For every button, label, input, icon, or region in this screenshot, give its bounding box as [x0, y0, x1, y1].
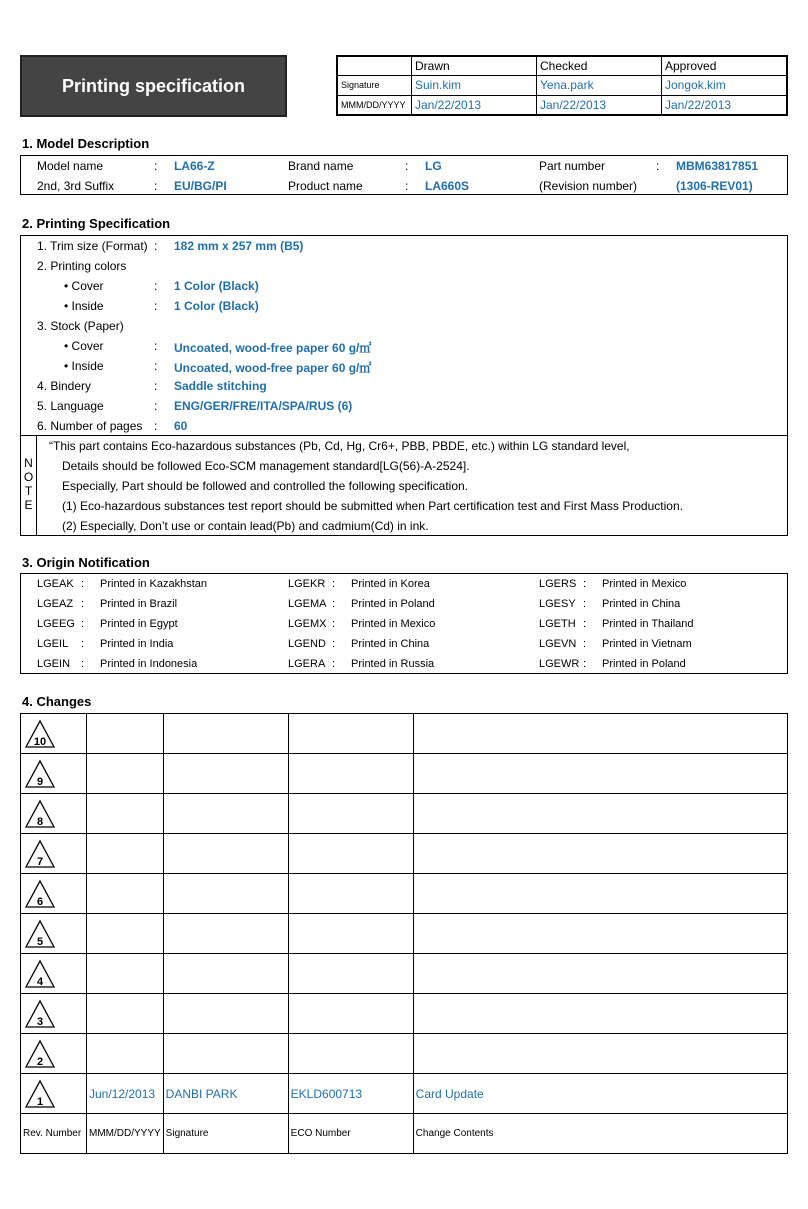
- change-contents-cell: [413, 954, 787, 994]
- note-line: Especially, Part should be followed and controlled the following specification.: [62, 479, 469, 493]
- colon: :: [405, 179, 409, 193]
- note-line: Details should be followed Eco-SCM management standard[LG(56)-A-2524].: [62, 459, 470, 473]
- spec-label: 3. Stock (Paper): [37, 319, 124, 333]
- rev-cell: [21, 874, 87, 914]
- colon: :: [583, 618, 587, 630]
- revision-triangle-icon: [23, 958, 57, 990]
- origin-code: LGEMX: [288, 618, 327, 630]
- change-signature-cell: [163, 834, 288, 874]
- brand-name-value: LG: [425, 159, 442, 173]
- spec-label: • Inside: [64, 299, 104, 313]
- drawn-signature: Suin.kim: [412, 76, 537, 95]
- change-signature-cell: DANBI PARK: [163, 1074, 288, 1114]
- suffix-value: EU/BG/PI: [174, 179, 227, 193]
- origin-code: LGESY: [539, 598, 576, 610]
- product-name-value: LA660S: [425, 179, 470, 193]
- origin-code: LGEWR: [539, 658, 580, 670]
- date-label: MMM/DD/YYYY: [338, 95, 412, 114]
- note-line: “This part contains Eco-hazardous substances (Pb, Cd, Hg, Cr6+, PBB, PBDE, etc.) within LG standard level,: [49, 439, 630, 453]
- change-contents-cell: [413, 754, 787, 794]
- changes-footer-row: [21, 1114, 788, 1154]
- colon: :: [656, 159, 660, 173]
- colon: :: [154, 299, 158, 313]
- rev-number: 4: [36, 975, 44, 988]
- note-letter: E: [24, 498, 33, 512]
- revision-triangle-icon: [23, 998, 57, 1030]
- change-date-cell: [87, 714, 164, 754]
- colon: :: [154, 339, 158, 353]
- revision-triangle-icon: [23, 798, 57, 830]
- rev-number: 5: [36, 935, 44, 948]
- spec-label: 5. Language: [37, 399, 104, 413]
- origin-row: [21, 594, 787, 614]
- change-signature-cell: [163, 794, 288, 834]
- spec-section-title: 2. Printing Specification: [22, 216, 171, 231]
- change-eco-cell: [288, 714, 413, 754]
- rev-number: 6: [36, 895, 44, 908]
- change-row: [21, 1074, 788, 1114]
- changes-table: [20, 713, 788, 1153]
- model-section-title: 1. Model Description: [22, 136, 150, 151]
- rev-cell: [21, 794, 87, 834]
- change-eco-cell: [288, 874, 413, 914]
- origin-text: Printed in Egypt: [100, 618, 178, 630]
- spec-label: 2. Printing colors: [37, 259, 127, 273]
- note-letter: T: [24, 484, 33, 498]
- origin-code: LGEAK: [37, 578, 74, 590]
- origin-section-title: 3. Origin Notification: [22, 555, 150, 570]
- spec-value: 1 Color (Black): [174, 279, 259, 293]
- origin-code: LGETH: [539, 618, 576, 630]
- colon: :: [81, 618, 85, 630]
- approved-date: Jan/22/2013: [662, 95, 787, 114]
- origin-text: Printed in Vietnam: [602, 638, 692, 650]
- changes-body: [21, 714, 788, 1114]
- approval-date-row: [338, 95, 787, 114]
- origin-text: Printed in India: [100, 638, 174, 650]
- model-name-value: LA66-Z: [174, 159, 215, 173]
- colon: :: [154, 179, 158, 193]
- rev-cell: [21, 954, 87, 994]
- origin-code: LGEND: [288, 638, 326, 650]
- approval-signature-row: [338, 76, 787, 95]
- colon: :: [154, 399, 158, 413]
- origin-row: [21, 654, 787, 674]
- colon: :: [583, 578, 587, 590]
- origin-text: Printed in China: [351, 638, 430, 650]
- note-letter: O: [23, 470, 34, 484]
- rev-number: 2: [36, 1055, 44, 1068]
- colon: :: [81, 638, 85, 650]
- change-eco-cell: [288, 834, 413, 874]
- origin-notification-box: [20, 573, 788, 674]
- change-date-cell: [87, 954, 164, 994]
- drawn-date: Jan/22/2013: [412, 95, 537, 114]
- document-title: Printing specification: [20, 55, 287, 117]
- origin-row: [21, 634, 787, 654]
- checked-signature: Yena.park: [537, 76, 662, 95]
- part-number-value: MBM63817851: [676, 159, 759, 173]
- spec-value: Uncoated, wood-free paper 60 g/㎡: [174, 341, 372, 355]
- change-date-cell: [87, 794, 164, 834]
- rev-cell: [21, 754, 87, 794]
- origin-text: Printed in Thailand: [602, 618, 694, 630]
- approval-table: [336, 55, 788, 116]
- origin-code: LGEKR: [288, 578, 326, 590]
- change-row: [21, 834, 788, 874]
- origin-code: LGEVN: [539, 638, 577, 650]
- colon: :: [332, 618, 336, 630]
- spec-value: 60: [174, 419, 188, 433]
- spec-label: • Cover: [64, 339, 104, 353]
- model-name-label: Model name: [37, 159, 104, 173]
- origin-text: Printed in Korea: [351, 578, 430, 590]
- model-description-box: [20, 155, 788, 195]
- note-letter: N: [24, 456, 33, 470]
- rev-cell: [21, 994, 87, 1034]
- change-row: [21, 994, 788, 1034]
- rev-number: 10: [33, 735, 47, 748]
- origin-code: LGERS: [539, 578, 577, 590]
- revision-number-label: (Revision number): [539, 179, 638, 193]
- signature-label: Signature: [338, 76, 412, 95]
- change-signature-cell: [163, 994, 288, 1034]
- part-number-label: Part number: [539, 159, 606, 173]
- spec-row: [21, 296, 787, 316]
- approved-signature: Jongok.kim: [662, 76, 787, 95]
- checked-date: Jan/22/2013: [537, 95, 662, 114]
- colon: :: [332, 578, 336, 590]
- change-row: [21, 754, 788, 794]
- colon: :: [583, 598, 587, 610]
- origin-text: Printed in Indonesia: [100, 658, 198, 670]
- eco-number-header: ECO Number: [288, 1114, 413, 1154]
- colon: :: [154, 239, 158, 253]
- signature-header: Signature: [163, 1114, 288, 1154]
- product-name-label: Product name: [288, 179, 363, 193]
- change-eco-cell: [288, 954, 413, 994]
- spec-label: 4. Bindery: [37, 379, 92, 393]
- colon: :: [154, 359, 158, 373]
- rev-cell: [21, 1074, 87, 1114]
- revision-number-value: (1306-REV01): [676, 179, 753, 193]
- colon: :: [154, 379, 158, 393]
- change-eco-cell: [288, 754, 413, 794]
- rev-number: 1: [36, 1095, 44, 1108]
- revision-triangle-icon: [23, 758, 57, 790]
- colon: :: [583, 658, 587, 670]
- approval-approved-header: Approved: [662, 57, 787, 76]
- colon: :: [332, 598, 336, 610]
- colon: :: [154, 159, 158, 173]
- spec-row: [21, 356, 787, 376]
- colon: :: [154, 419, 158, 433]
- spec-row: [21, 236, 787, 256]
- change-row: [21, 714, 788, 754]
- approval-corner-cell: [338, 57, 412, 76]
- change-contents-cell: [413, 714, 787, 754]
- change-contents-cell: Card Update: [413, 1074, 787, 1114]
- spec-label: 1. Trim size (Format): [37, 239, 148, 253]
- rev-number: 3: [36, 1015, 44, 1028]
- model-row: [21, 156, 787, 176]
- rev-cell: [21, 1034, 87, 1074]
- colon: :: [81, 578, 85, 590]
- change-contents-cell: [413, 874, 787, 914]
- change-signature-cell: [163, 954, 288, 994]
- colon: :: [332, 658, 336, 670]
- change-date-cell: [87, 834, 164, 874]
- note-label: [21, 436, 37, 535]
- spec-row: [21, 416, 787, 436]
- rev-number: 7: [36, 855, 44, 868]
- colon: :: [405, 159, 409, 173]
- colon: :: [583, 638, 587, 650]
- revision-triangle-icon: [23, 878, 57, 910]
- change-row: [21, 874, 788, 914]
- change-eco-cell: [288, 1034, 413, 1074]
- spec-label: • Cover: [64, 279, 104, 293]
- spec-row: [21, 256, 787, 276]
- date-header: MMM/DD/YYYY: [87, 1114, 164, 1154]
- spec-label: • Inside: [64, 359, 104, 373]
- rev-cell: [21, 914, 87, 954]
- change-contents-header: Change Contents: [413, 1114, 787, 1154]
- spec-row: [21, 276, 787, 296]
- spec-row: [21, 376, 787, 396]
- origin-text: Printed in Kazakhstan: [100, 578, 208, 590]
- spec-value: 1 Color (Black): [174, 299, 259, 313]
- origin-code: LGEIN: [37, 658, 71, 670]
- change-row: [21, 914, 788, 954]
- suffix-label: 2nd, 3rd Suffix: [37, 179, 115, 193]
- approval-checked-header: Checked: [537, 57, 662, 76]
- change-date-cell: [87, 754, 164, 794]
- colon: :: [81, 658, 85, 670]
- change-date-cell: [87, 994, 164, 1034]
- colon: :: [81, 598, 85, 610]
- spec-value: 182 mm x 257 mm (B5): [174, 239, 304, 253]
- change-row: [21, 954, 788, 994]
- revision-triangle-icon: [23, 918, 57, 950]
- change-contents-cell: [413, 1034, 787, 1074]
- colon: :: [332, 638, 336, 650]
- origin-code: LGEIL: [37, 638, 69, 650]
- change-eco-cell: EKLD600713: [288, 1074, 413, 1114]
- origin-text: Printed in Mexico: [351, 618, 436, 630]
- rev-number: 9: [36, 775, 44, 788]
- note-line: (2) Especially, Don’t use or contain lead(Pb) and cadmium(Cd) in ink.: [62, 519, 429, 533]
- rev-cell: [21, 834, 87, 874]
- spec-row: [21, 396, 787, 416]
- changes-section-title: 4. Changes: [22, 694, 92, 709]
- change-signature-cell: [163, 914, 288, 954]
- change-eco-cell: [288, 914, 413, 954]
- change-contents-cell: [413, 994, 787, 1034]
- origin-code: LGEEG: [37, 618, 75, 630]
- change-date-cell: [87, 914, 164, 954]
- origin-text: Printed in Poland: [351, 598, 435, 610]
- change-contents-cell: [413, 914, 787, 954]
- origin-text: Printed in Russia: [351, 658, 435, 670]
- origin-text: Printed in Mexico: [602, 578, 687, 590]
- change-date-cell: [87, 874, 164, 914]
- spec-row: [21, 316, 787, 336]
- origin-row: [21, 574, 787, 594]
- origin-code: LGEMA: [288, 598, 327, 610]
- rev-number: 8: [36, 815, 44, 828]
- origin-row: [21, 614, 787, 634]
- change-eco-cell: [288, 794, 413, 834]
- note-box: [21, 435, 787, 535]
- origin-text: Printed in China: [602, 598, 681, 610]
- colon: :: [154, 279, 158, 293]
- spec-value: Saddle stitching: [174, 379, 267, 393]
- revision-triangle-icon: [23, 1078, 57, 1110]
- revision-triangle-icon: [23, 838, 57, 870]
- rev-cell: [21, 714, 87, 754]
- change-date-cell: [87, 1034, 164, 1074]
- origin-code: LGEAZ: [37, 598, 74, 610]
- change-date-cell: Jun/12/2013: [87, 1074, 164, 1114]
- origin-code: LGERA: [288, 658, 326, 670]
- model-row: [21, 176, 787, 196]
- spec-row: [21, 336, 787, 356]
- change-row: [21, 794, 788, 834]
- spec-label: 6. Number of pages: [37, 419, 143, 433]
- brand-name-label: Brand name: [288, 159, 354, 173]
- approval-header-row: [338, 57, 787, 76]
- spec-value: Uncoated, wood-free paper 60 g/㎡: [174, 361, 372, 375]
- spec-value: ENG/GER/FRE/ITA/SPA/RUS (6): [174, 399, 353, 413]
- change-signature-cell: [163, 714, 288, 754]
- change-eco-cell: [288, 994, 413, 1034]
- printing-spec-box: [20, 235, 788, 536]
- revision-triangle-icon: [23, 718, 57, 750]
- rev-number-header: Rev. Number: [21, 1114, 87, 1154]
- origin-text: Printed in Brazil: [100, 598, 178, 610]
- change-contents-cell: [413, 834, 787, 874]
- change-signature-cell: [163, 1034, 288, 1074]
- change-contents-cell: [413, 794, 787, 834]
- approval-drawn-header: Drawn: [412, 57, 537, 76]
- change-row: [21, 1034, 788, 1074]
- revision-triangle-icon: [23, 1038, 57, 1070]
- change-signature-cell: [163, 874, 288, 914]
- origin-text: Printed in Poland: [602, 658, 686, 670]
- change-signature-cell: [163, 754, 288, 794]
- note-line: (1) Eco-hazardous substances test report should be submitted when Part certification test and First Mass Production.: [62, 499, 683, 513]
